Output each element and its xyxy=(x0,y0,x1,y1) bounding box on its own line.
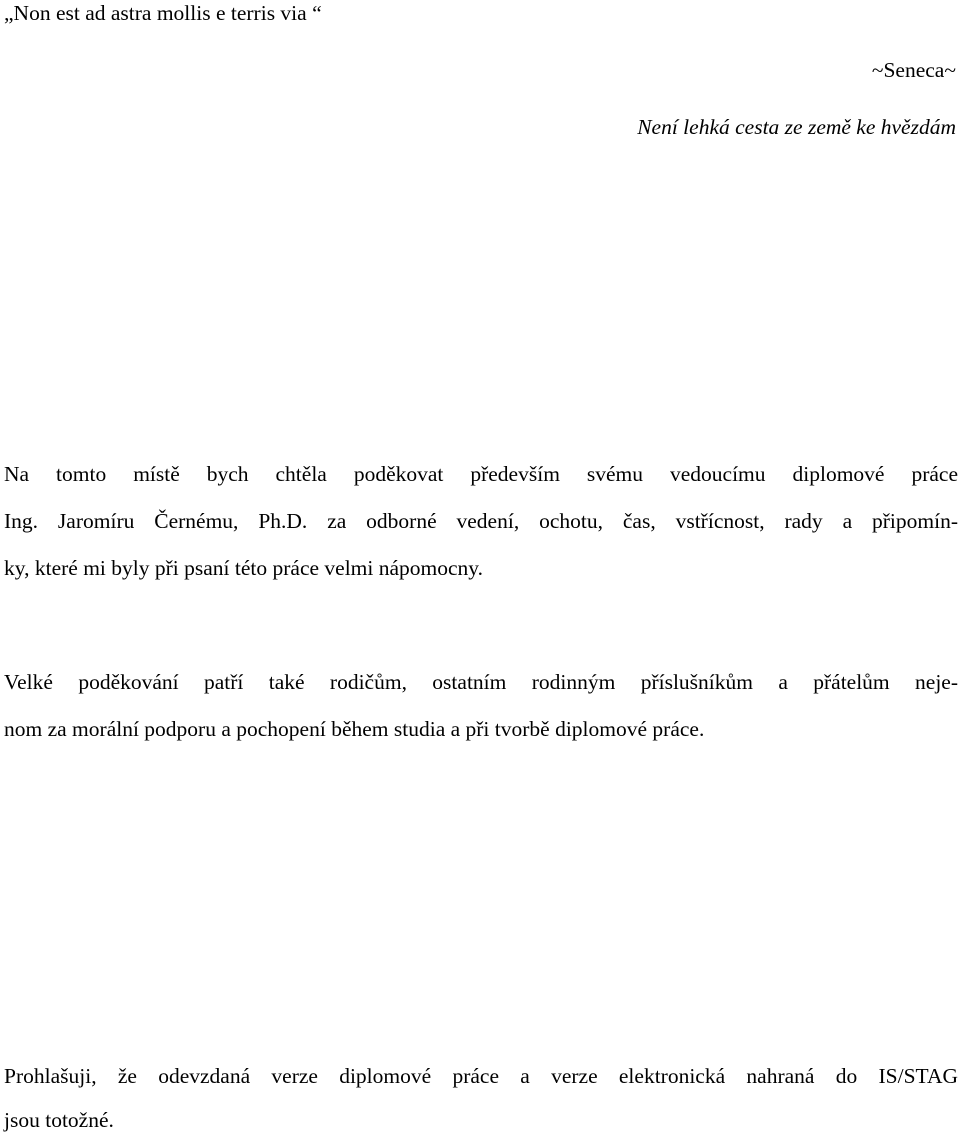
paragraph-line: Velké poděkování patří také rodičům, ostatním rodinným příslušníkům a přátelům neje- xyxy=(4,670,958,694)
motto-translation: Není lehká cesta ze země ke hvězdám xyxy=(637,115,956,139)
paragraph-line: jsou totožné. xyxy=(4,1108,114,1132)
paragraph-line: Prohlašuji, že odevzdaná verze diplomové práce a verze elektronická nahraná do IS/STAG xyxy=(4,1064,958,1088)
motto-quote: „Non est ad astra mollis e terris via “ xyxy=(4,1,322,25)
motto-author: ~Seneca~ xyxy=(871,58,956,82)
paragraph-line: Ing. Jaromíru Černému, Ph.D. za odborné vedení, ochotu, čas, vstřícnost, rady a připomín- xyxy=(4,509,958,533)
paragraph-line: nom za morální podporu a pochopení během studia a při tvorbě diplomové práce. xyxy=(4,717,705,741)
paragraph-line: Na tomto místě bych chtěla poděkovat především svému vedoucímu diplomové práce xyxy=(4,462,958,486)
paragraph-line: ky, které mi byly při psaní této práce velmi nápomocny. xyxy=(4,556,484,580)
